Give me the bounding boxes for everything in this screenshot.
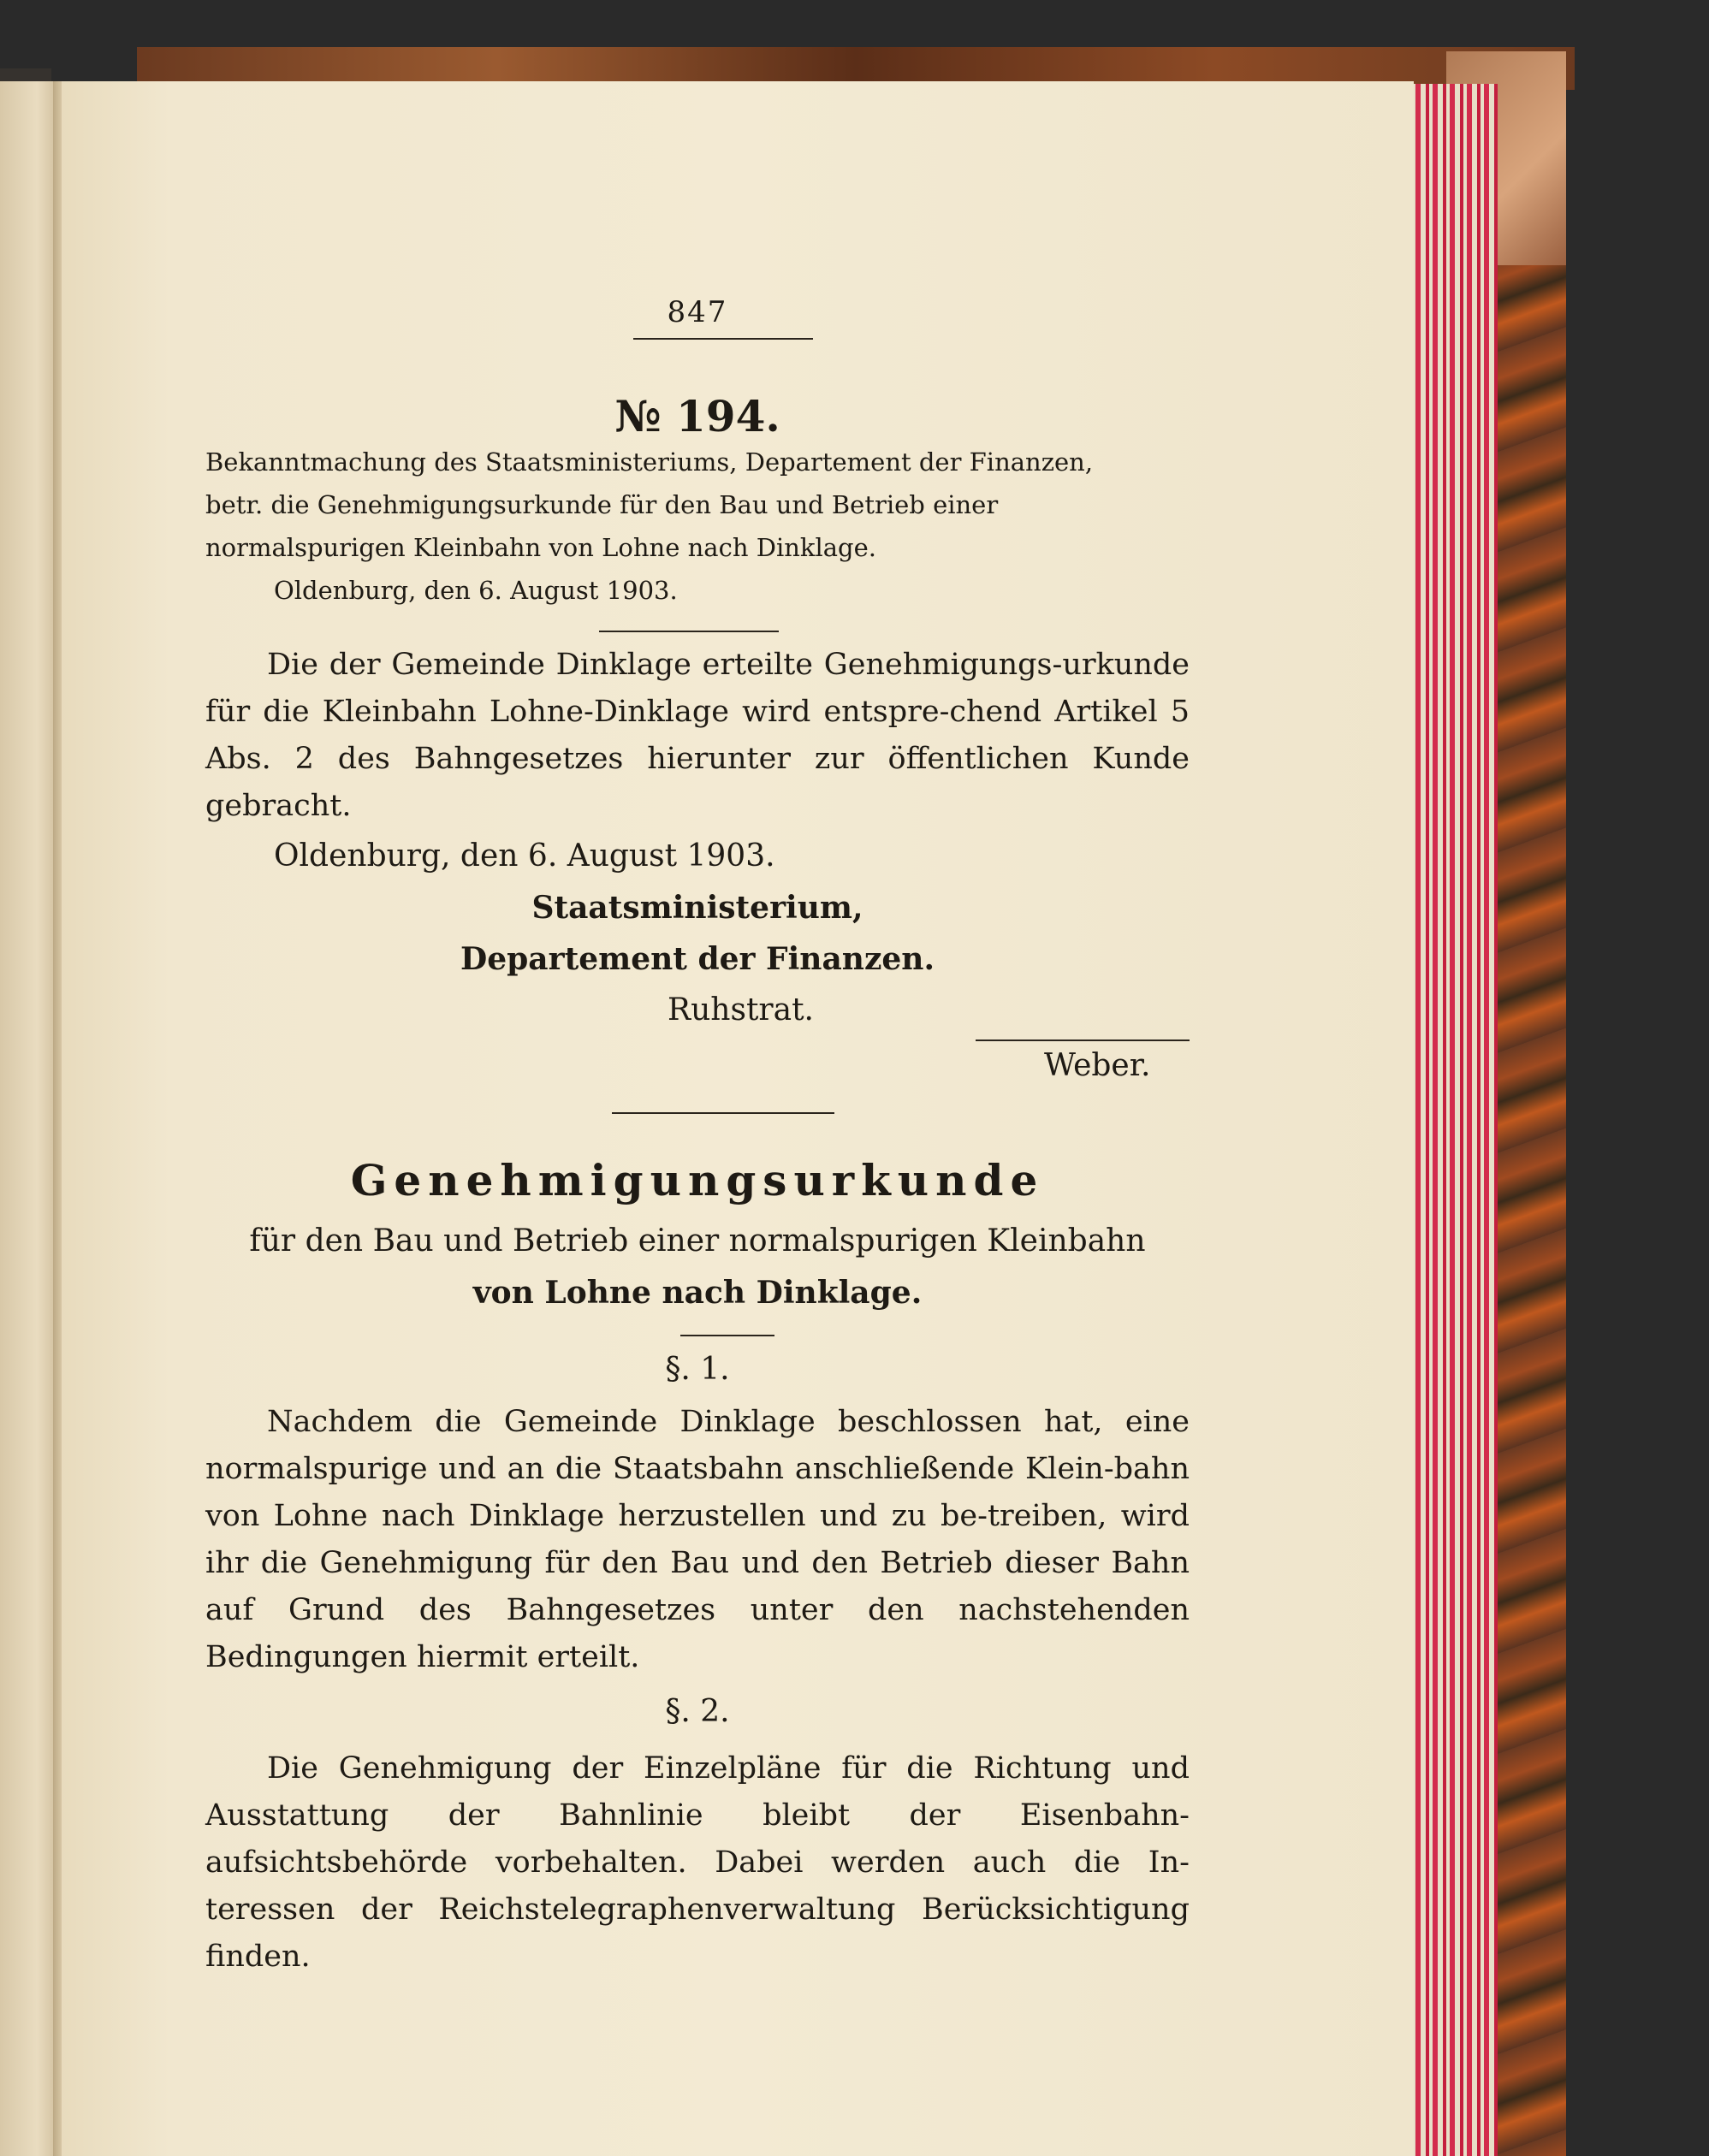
section-1-text: Nachdem die Gemeinde Dinklage beschlossen hat, eine normalspurige und an die Staatsbahn anschließende Klein-bahn von Lohne nach Dinklage herzustellen und zu be-treiben, wird ihr die Genehmigung für den Bau und den Betrieb dieser Bahn auf Grund des Bahngesetzes unter den nachstehenden Bedingungen hiermit erteilt.	[205, 1405, 1190, 1674]
title-line-2: für den Bau und Betrieb einer normalspurigen Kleinbahn	[249, 1223, 1146, 1259]
right-cover-marbled	[1498, 51, 1566, 2156]
announcement-text: Die der Gemeinde Dinklage erteilte Genehmigungs-urkunde für die Kleinbahn Lohne-Dinklage wird entspre-chend Artikel 5 Abs. 2 des Bahngesetzes hierunter zur öffentlichen Kunde gebracht.	[205, 648, 1190, 823]
rule	[680, 1335, 774, 1336]
signature-department: Departement der Finanzen.	[460, 941, 935, 977]
section-2-mark: §. 2.	[665, 1694, 730, 1729]
rule	[976, 1040, 1190, 1041]
book-page	[62, 81, 1414, 2156]
intro-line-3: normalspurigen Kleinbahn von Lohne nach Dinklage.	[205, 533, 877, 562]
title-heading: Genehmigungsurkunde	[350, 1155, 1045, 1205]
intro-line-2: betr. die Genehmigungsurkunde für den Bau und Betrieb einer	[205, 490, 999, 519]
title-line-3: von Lohne nach Dinklage.	[472, 1275, 923, 1311]
section-2-text: Die Genehmigung der Einzelpläne für die Richtung und Ausstattung der Bahnlinie bleibt der Eisenbahn-aufsichtsbehörde vorbehalten. Dabei werden auch die In-teressen der Reichstelegraphenverwaltung Berücksichtigung finden.	[205, 1751, 1190, 1974]
signature-name-1: Ruhstrat.	[668, 992, 814, 1028]
rule	[633, 338, 813, 340]
intro-line-1: Bekanntmachung des Staatsministeriums, Departement der Finanzen,	[205, 447, 1094, 477]
document-number: № 194.	[614, 391, 780, 441]
rule	[599, 631, 779, 632]
section-1-mark: §. 1.	[665, 1352, 730, 1387]
signature-ministry: Staatsministerium,	[531, 890, 863, 926]
page-number: 847	[667, 295, 728, 329]
red-page-edges	[1403, 84, 1498, 2156]
rule	[612, 1112, 834, 1114]
place-date: Oldenburg, den 6. August 1903.	[274, 838, 775, 874]
signature-name-2: Weber.	[1044, 1048, 1151, 1083]
intro-line-4: Oldenburg, den 6. August 1903.	[274, 576, 678, 605]
